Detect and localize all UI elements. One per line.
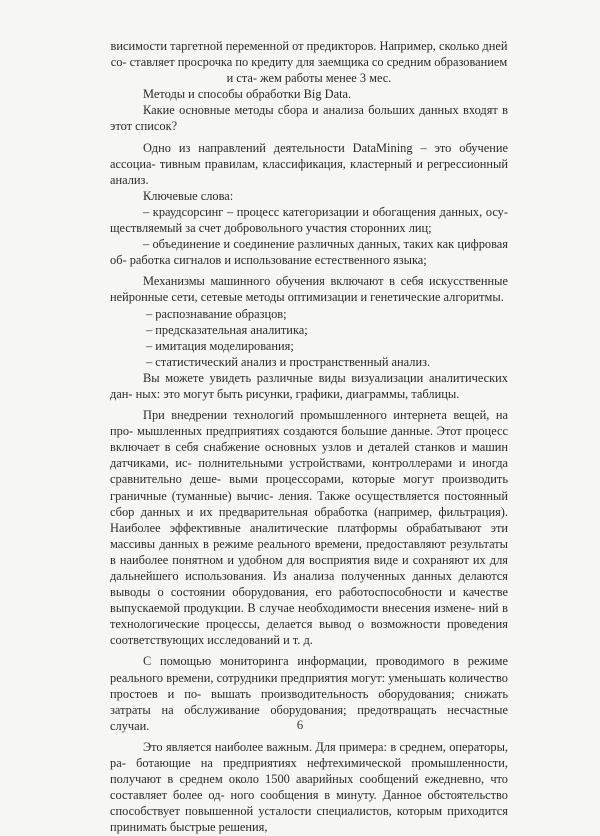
- section-heading: Методы и способы обработки Big Data.: [143, 87, 352, 102]
- paragraph-continuation: висимости таргетной переменной от предикторов. Например, сколько дней со- ставляет просрочка по кредиту для заемщика со средним образованием и ста- жем работы менее 3 мес.: [110, 39, 508, 86]
- list-item-pattern-recognition: – распознавание образцов;: [146, 306, 287, 321]
- paragraph-visualization: Вы можете увидеть различные виды визуализации аналитических дан- ных: это могут быть рисунки, графики, диаграммы, таблицы.: [110, 370, 508, 401]
- paragraph-datamining: Одно из направлений деятельности DataMining – это обучение ассоциа- тивным правилам, классификация, кластерный и регрессионный анализ.: [110, 140, 508, 187]
- list-item-statistical-analysis: – статистический анализ и пространственный анализ.: [146, 354, 431, 369]
- list-item-data-merging: – объединение и соединение различных данных, таких как цифровая об- работка сигналов и использование естественного языка;: [110, 237, 508, 268]
- list-item-crowdsourcing: – краудсорсинг – процесс категоризации и обогащения данных, осу- ществляемый за счет добровольного участия сторонних лиц;: [110, 204, 508, 236]
- paragraph-monitoring: С помощью мониторинга информации, проводимого в режиме реального времени, сотрудники предприятия могут: уменьшать количество простоев и по- вышать производительность оборудования; снижать затраты на обслуживание оборудования; предотвращать несчастные случаи.: [110, 654, 508, 733]
- paragraph-industrial-iot: При внедрении технологий промышленного интернета вещей, на про- мышленных предприятиях создаются большие данные. Этот процесс включает в себя снабжение основных узлов и деталей станков и машин датчиками, ис- полнительными устройствами, контроллерами и иногда сравнительно деше- выми процессорами, которые могут производить граничные (туманные) вычис- ления. Также осуществляется постоянный сбор данных и их предварительная обработка (например, фильтрация). Наиболее эффективные аналитические платформы обрабатывают эти массивы данных в режиме реального времени, предоставляют результаты в наиболее понятном и удобном для восприятия виде и сохраняют их для дальнейшего использования. Из анализа полученных данных делаются выводы о состоянии оборудования, его работоспособности и качестве выпускаемой продукции. В случае необходимости внесения измене- ний в технологические процессы, делается вывод о возможности проведения соответствующих исследований и т. д.: [110, 408, 508, 648]
- list-item-predictive-analytics: – предсказательная аналитика;: [146, 322, 308, 337]
- list-item-simulation: – имитация моделирования;: [146, 338, 294, 353]
- keywords-heading: Ключевые слова:: [143, 188, 234, 203]
- page-number: 6: [296, 717, 304, 732]
- paragraph-importance: Это является наиболее важным. Для примера: в среднем, операторы, ра- ботающие на предприятиях нефтехимической промышленности, получают в среднем около 1500 аварийных сообщений ежедневно, что составляет более од- ного сообщения в минуту. Данное обстоятельство способствует повышенной усталости специалистов, которым приходится принимать быстрые решения,: [110, 739, 508, 835]
- paragraph-machine-learning: Механизмы машинного обучения включают в себя искусственные нейронные сети, сетевые методы оптимизации и генетические алгоритмы.: [110, 274, 508, 305]
- paragraph-question: Какие основные методы сбора и анализа больших данных входят в этот список?: [110, 103, 508, 134]
